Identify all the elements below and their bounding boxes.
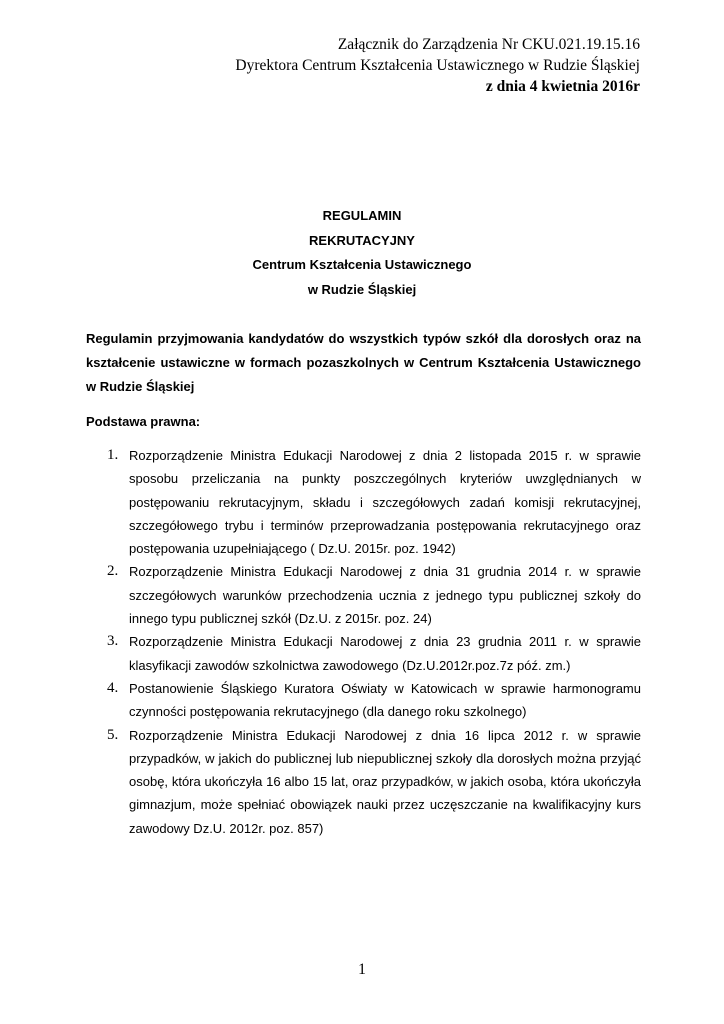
intro-paragraph: Regulamin przyjmowania kandydatów do wszystkich typów szkół dla dorosłych oraz na kształcenie ustawiczne w formach pozaszkolnych w Centrum Kształcenia Ustawicznego w Rudzie Śląskiej xyxy=(86,331,641,394)
list-item-text: Rozporządzenie Ministra Edukacji Narodowej z dnia 16 lipca 2012 r. w sprawie przypadków, w jakich do publicznej lub niepublicznej szkoły dla dorosłych można przyjąć osobę, która ukończyła 16 albo 15 lat, oraz przypadków, w jakich osoba, która ukończyła gimnazjum, może spełniać obowiązek nauki przez uczęszczanie na kwalifikacyjny kurs zawodowy Dz.U. 2012r. poz. 857) xyxy=(129,727,641,836)
legal-basis-list xyxy=(86,444,641,840)
page-number: 1 xyxy=(358,961,366,978)
document-title xyxy=(0,204,724,302)
list-item-text: Rozporządzenie Ministra Edukacji Narodowej z dnia 31 grudnia 2014 r. w sprawie szczegółowych warunków przechodzenia ucznia z jednego typu publicznej szkoły do innego typu publicznej szkół (Dz.U. z 2015r. poz. 24) xyxy=(129,564,641,627)
list-item-number: 5. xyxy=(107,726,119,743)
list-item xyxy=(86,724,641,840)
list-item-number: 3. xyxy=(107,633,119,650)
list-item xyxy=(86,677,641,724)
list-item xyxy=(86,444,641,560)
legal-basis-heading: Podstawa prawna: xyxy=(86,414,201,429)
document-header xyxy=(235,34,640,97)
list-item xyxy=(86,630,641,677)
list-item-text: Rozporządzenie Ministra Edukacji Narodowej z dnia 23 grudnia 2011 r. w sprawie klasyfikacji zawodów szkolnictwa zawodowego (Dz.U.2012r.poz.7z póź. zm.) xyxy=(129,634,641,673)
list-item-number: 1. xyxy=(107,447,119,463)
title-line-3: Centrum Kształcenia Ustawicznego xyxy=(252,257,472,272)
list-item-text: Rozporządzenie Ministra Edukacji Narodowej z dnia 2 listopada 2015 r. w sprawie sposobu przeliczania na punkty poszczególnych kryteriów uwzględnianych w postępowaniu rekrutacyjnym, składu i szczegółowych zadań komisji rekrutacyjnej, szczegółowego trybu i terminów przeprowadzania postępowania rekrutacyjnego oraz postępowania uzupełniającego ( Dz.U. 2015r. poz. 1942) xyxy=(129,448,641,557)
header-line-2: Dyrektora Centrum Kształcenia Ustawicznego w Rudzie Śląskiej xyxy=(235,57,640,74)
header-line-1: Załącznik do Zarządzenia Nr CKU.021.19.15.16 xyxy=(337,36,640,53)
title-line-4: w Rudzie Śląskiej xyxy=(307,281,417,297)
list-item-number: 4. xyxy=(107,679,119,696)
list-item-number: 2. xyxy=(107,563,119,580)
list-item-text: Postanowienie Śląskiego Kuratora Oświaty w Katowicach w sprawie harmonogramu czynności postępowania rekrutacyjnego (dla danego roku szkolnego) xyxy=(129,680,641,720)
title-line-2: REKRUTACYJNY xyxy=(309,232,415,248)
header-date: z dnia 4 kwietnia 2016r xyxy=(485,78,640,95)
title-line-1: REGULAMIN xyxy=(322,208,402,223)
list-item xyxy=(86,560,641,630)
